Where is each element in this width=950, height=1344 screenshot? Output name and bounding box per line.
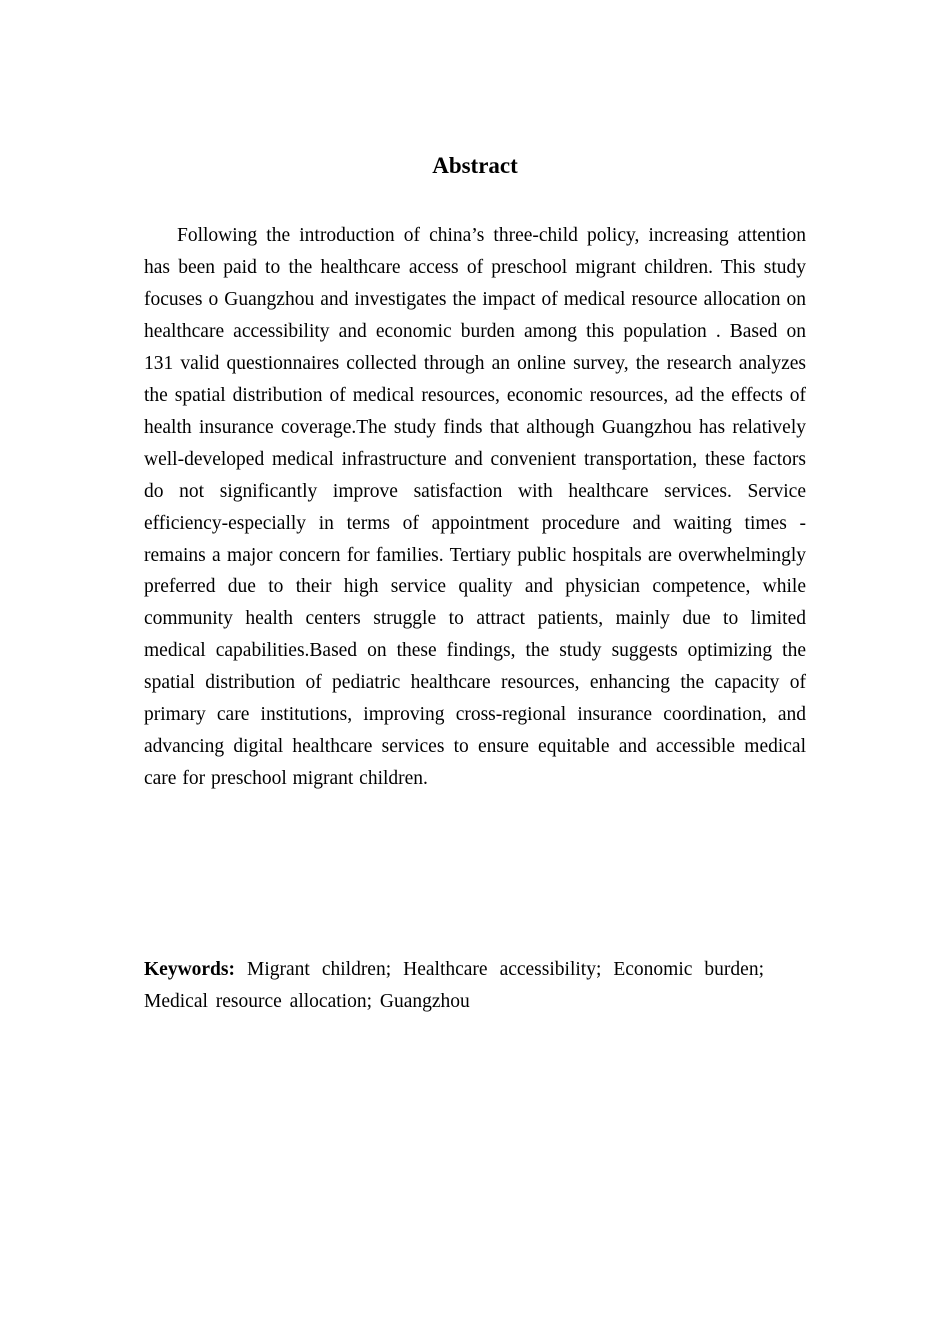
abstract-paragraph: Following the introduction of china’s three-child policy, increasing attention has been paid to the healthcare access of preschool migrant children. This study focuses o Guangzhou and investigates the impact of medical resource allocation on healthcare accessibility and economic burden among this population . Based on 131 valid questionnaires collected through an online survey, the research analyzes the spatial distribution of medical resources, economic resources, ad the effects of health insurance coverage.The study finds that although Guangzhou has relatively well-developed medical infrastructure and convenient transportation, these factors do not significantly improve satisfaction with healthcare services. Service efficiency-especially in terms of appointment procedure and waiting times -remains a major concern for families. Tertiary public hospitals are overwhelmingly preferred due to their high service quality and physician competence, while community health centers struggle to attract patients, mainly due to limited medical capabilities.Based on these findings, the study suggests optimizing the spatial distribution of pediatric healthcare resources, enhancing the capacity of primary care institutions, improving cross-regional insurance coordination, and advancing digital healthcare services to ensure equitable and accessible medical care for preschool migrant children. <box>144 225 806 790</box>
keywords-list: Migrant children; Healthcare accessibility; Economic burden; Medical resource allocation; Guangzhou <box>144 959 764 1012</box>
keywords-section <box>144 954 764 1018</box>
abstract-title: Abstract <box>432 153 518 178</box>
keywords-label: Keywords: <box>144 959 235 980</box>
